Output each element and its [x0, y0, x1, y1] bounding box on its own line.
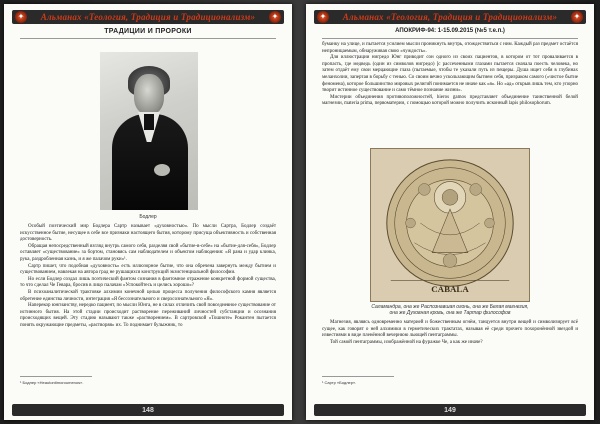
- paragraph: Особый поэтический мир Бодлера Сартр называет «духовностью». По мысли Сартра, Бодлер создаёт искусственное бытие, несущее в себе все признаки настоящего бытия, которому присуща объективность и собственная достоверность.: [20, 224, 276, 243]
- right-page: [306, 4, 594, 420]
- paragraph: Магнезия, являясь одновременно материей и божественным огнём, танцуется внутри вещей и символизирует всё сущее, как говорят о ней алхимики в герметических трактатах, называя её среди прочего похоронённой звездой и известиями в виде пленённой вечернюю льющей пентаграммы.: [322, 320, 578, 339]
- footnote: ¹ Бодлер «Heautontimoroumenos».: [20, 380, 84, 385]
- paragraph: Обращая непосредственный взгляд внутрь самого себя, разделяя свой «бытие-в-себе» на «бытие-для-себя», Бодлер оставляет «существование» за бортом, становясь сам наблюдателем и объектом наблюдения: «Я рана и удар клинка, рука, раздробленная казнь, и я же палачом руки»¹.: [20, 243, 276, 262]
- divider: [20, 38, 276, 39]
- paragraph: Для иллюстрации нигредо Юнг приводит сон одного из своих пациентов, в котором от тот проваливается в пропасть, где медведь (один из символов нигредо) [с рассеченными глазами пытается сначала поесть человека, но затем отдаёт ему свои мерцающие глаза (пытаемые, чтобы те указали путь из пещеры. Душа ищет себя в глубинах меланхолии, запертая в борьбу с тенью. Со своим вечно ускользающим бытием себя, призраком самого («чистое бытие феномена), которое большинство мировых религий понимается не иначе как «я». Но «ад» открыв лишь тем, кто упорно творит истинное существование и само тёмное познание жизни».: [322, 55, 578, 94]
- image-caption-line-1: Саламандра, она же Распознавшая огонь, она же Белая магнезия,: [371, 304, 529, 310]
- almanac-logo-icon: ✦: [317, 11, 329, 23]
- paragraph: Наперекор юнгианству, нередко пациент, по мысли Юнга, не в силах отличить свой повседневное существование от истинного бытия. На этой стадии происходит растворение переживаний личностей субстанции и осознания происходящих вещей. Эту стадию называют также «растворением». В сартровской «Тошноте» Рокантен пытается понять окружающие предметы, «растворяя» их. То поднимает булыжник, то: [20, 303, 276, 328]
- footnote-divider: [20, 376, 92, 377]
- footnote: ¹ Сартр «Бодлер».: [322, 380, 357, 385]
- alchemical-cabala-image: [370, 148, 530, 302]
- image-caption-line-2: она же Духовная кровь, она же Тартар философов: [389, 310, 511, 316]
- right-page-header: [314, 10, 586, 24]
- cabala-illustration: [371, 149, 529, 301]
- image-inscription: CABALA: [431, 284, 469, 295]
- almanac-logo-icon: ✦: [269, 11, 281, 23]
- right-body-text-bottom: [322, 320, 578, 346]
- paragraph: В психоаналитической трактовке алхимии конечной целью процесса получения философского камня является обретение единства личности, интеграция «Я бессознательного и сверхсознательного «Я».: [20, 289, 276, 302]
- left-page: [4, 4, 292, 420]
- right-header-title: Альманах «Теология, Традиция и Традиционализм»: [342, 12, 558, 22]
- paragraph: буманку на улице, и пытается усилием мысли проникнуть внутрь, отождествиться с ним. Каждый раз предмет остаётся непроницаемым, обнаруживая свою «чуждость».: [322, 42, 578, 54]
- footnote-divider: [322, 376, 394, 377]
- paragraph: Сартр пишет, что подобная «духовность» есть иллюзорное бытие, что она обречена завернуть между бытием и существованием, навлекая на автора град не рушащихся конструкций экзистенциальной философии.: [20, 263, 276, 276]
- photo-caption: Бодлер: [139, 214, 157, 220]
- page-number: 148: [142, 406, 154, 414]
- paragraph: Но если Бодлер создал лишь поэтический фантом сознания в фантомное отражение конкретной формой существа, то что сделал Че Гевара, бросив в лицо палачам «Успокойтесь и целись хорошо»?: [20, 276, 276, 289]
- left-page-footer: [12, 404, 284, 416]
- left-header-title: Альманах «Теология, Традиция и Традиционализм»: [40, 12, 256, 22]
- almanac-logo-icon: ✦: [15, 11, 27, 23]
- issue-subtitle: АПОКРИФ-94: 1-15.09.2015 (№5 т.е.п.): [395, 28, 505, 34]
- right-page-footer: [314, 404, 586, 416]
- almanac-logo-icon: ✦: [571, 11, 583, 23]
- section-title: ТРАДИЦИИ И ПРОРОКИ: [104, 28, 192, 35]
- paragraph: Мистерии объединения противоположностей, hieros gamos представляет объединение таинственной белой магнезии, materia prima, первоматерии, с помощью которой можно получить исконный lapis philosophorum.: [322, 94, 578, 107]
- paragraph: Той самой пентаграммы, изображённой на фуражке Че, а как же иначе?: [330, 339, 483, 345]
- left-body-text: [20, 224, 276, 330]
- left-page-header: [12, 10, 284, 24]
- divider: [322, 38, 578, 39]
- baudelaire-portrait-image: [100, 52, 198, 210]
- right-body-text-top: [322, 42, 578, 108]
- page-number: 149: [444, 406, 456, 414]
